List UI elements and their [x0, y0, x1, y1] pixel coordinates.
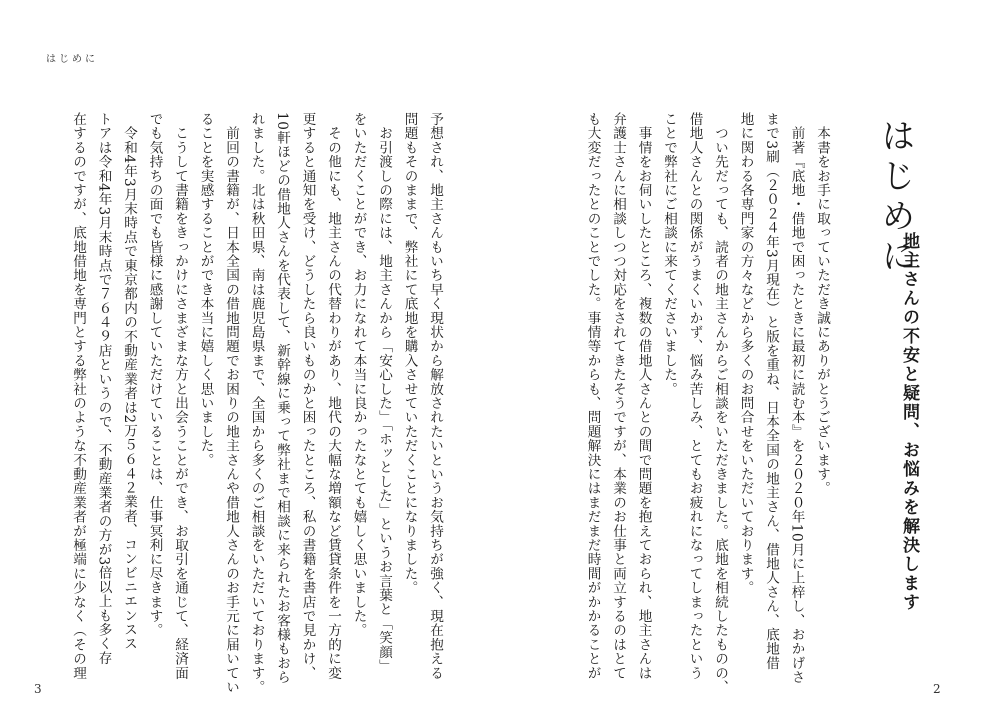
body-line: お引渡しの際には、地主さんから「安心した」「ホッとした」というお言葉と「笑顔」: [376, 112, 392, 674]
left-page-body: [65, 112, 448, 694]
body-line: その他にも、地主さんの代替わりがあり、地代の大幅な増額など賃貸条件を一方的に変: [325, 112, 341, 680]
body-line: ことで弊社にご相談に来てくださいました。: [661, 112, 677, 396]
body-line: トアは令和4年3月末時点で７６４９店というので、不動産業者の方が3倍以上も多く存: [95, 112, 112, 666]
body-line: 事情をお伺いしたところ、複数の借地人さんとの間で問題を抱えておられ、地主さんは: [635, 112, 652, 680]
body-line: 令和4年3月末時点で東京都内の不動産業者は2万５６４２業者、コンビニエンスス: [121, 112, 137, 651]
body-line: でも気持ちの面でも皆様に感謝していただけていることは、仕事冥利に尽きます。: [146, 112, 163, 638]
body-line: 問題もそのままで、弊社にて底地を購入させていただくことになりました。: [401, 112, 418, 595]
body-line: こうして書籍をきっかけにさまざまな方と出会うことができ、お取引を通じて、経済面: [172, 112, 188, 680]
body-line: 在するのですが、底地借地を専門とする弊社のような不動産業者が極端に少なく（その理: [70, 112, 86, 680]
body-line: 10軒ほどの借地人さんを代表して、新幹線に乗って弊社まで相談に来られたお客様もおら: [274, 112, 290, 685]
body-line: つい先だっても、読者の地主さんからご相談をいただきました。底地を相続したものの、: [712, 112, 728, 695]
right-page-body: [579, 112, 834, 694]
body-line: 地に関わる各専門家の方々などから多くのお問合せをいただいております。: [737, 112, 754, 595]
body-line: れました。北は秋田県、南は鹿児島県まで、全国から多くのご相談をいただいております。: [248, 112, 265, 695]
running-head: はじめに: [46, 54, 98, 65]
body-line: 借地人さんとの関係がうまくいかず、悩み苦しみ、とてもお疲れになってしまったという: [686, 112, 703, 680]
body-line: 弁護士さんに相談しつつ対応をされてきたそうですが、本業のお仕事と両立するのはとて: [610, 112, 626, 680]
body-line: 更すると通知を受け、どうしたら良いものかと困ったところ、私の書籍を書店で見かけ、: [299, 112, 316, 680]
body-line: も大変だったとのことでした。事情等からも、問題解決にはまだまだ時間がかかることが: [584, 112, 601, 680]
page-number-right: 2: [933, 682, 941, 696]
page-number-left: 3: [34, 682, 42, 696]
chapter-subtitle: 地主さんの不安と疑問、お悩みを解決します: [899, 232, 919, 612]
chapter-title: はじめに: [875, 118, 915, 278]
body-line: 本書をお手に取っていただき誠にありがとうございます。: [814, 112, 830, 496]
body-line: 前著『底地・借地で困ったときに最初に読む本』を２０２０年10月に上梓し、おかげさ: [788, 112, 805, 685]
body-line: 前回の書籍が、日本全国の借地問題でお困りの地主さんや借地人さんのお手元に届いてい: [223, 112, 239, 695]
body-line: をいただくことができ、お力になれて本当に良かったなとても嬉しく思いました。: [350, 112, 367, 638]
body-line: ることを実感することができ本当に嬉しく思いました。: [197, 112, 214, 467]
body-line: まで3刷（２０２４年3月現在）と版を重ね、日本全国の地主さん、借地人さん、底地借: [763, 112, 779, 671]
body-line: 予想され、地主さんもいち早く現状から解放されたいというお気持ちが強く、現在抱える: [427, 112, 443, 680]
